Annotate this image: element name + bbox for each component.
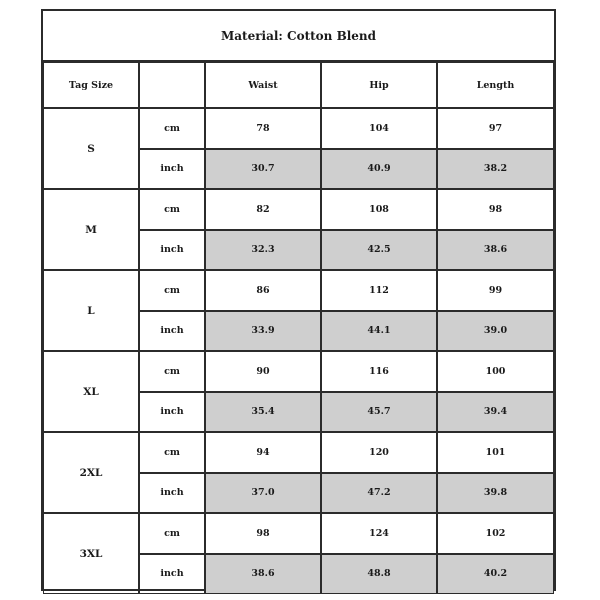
header-unit [139,62,205,108]
waist-value: 38.6 [205,554,321,595]
header-waist: Waist [205,62,321,108]
length-value: 101 [437,432,554,473]
hip-value: 120 [321,432,437,473]
waist-value: 94 [205,432,321,473]
unit-label: cm [139,351,205,392]
hip-value: 45.7 [321,392,437,433]
size-label: S [43,108,139,189]
unit-label: cm [139,513,205,554]
length-value: 98 [437,189,554,230]
header-tag-size: Tag Size [43,62,139,108]
length-value: 99 [437,270,554,311]
waist-value: 32.3 [205,230,321,271]
size-label: XL [43,351,139,432]
size-label: L [43,270,139,351]
size-chart [41,9,556,591]
chart-title: Material: Cotton Blend [43,11,554,62]
size-label: 2XL [43,432,139,513]
unit-label: inch [139,311,205,352]
waist-value: 90 [205,351,321,392]
waist-value: 35.4 [205,392,321,433]
unit-label: inch [139,149,205,190]
hip-value: 116 [321,351,437,392]
unit-label: inch [139,473,205,514]
length-value: 97 [437,108,554,149]
unit-label: inch [139,230,205,271]
hip-value: 104 [321,108,437,149]
size-label: M [43,189,139,270]
unit-label: cm [139,270,205,311]
unit-label: inch [139,554,205,595]
length-value: 38.2 [437,149,554,190]
hip-value: 48.8 [321,554,437,595]
header-length: Length [437,62,554,108]
waist-value: 82 [205,189,321,230]
hip-value: 112 [321,270,437,311]
hip-value: 40.9 [321,149,437,190]
waist-value: 78 [205,108,321,149]
length-value: 100 [437,351,554,392]
size-label: 3XL [43,513,139,594]
length-value: 40.2 [437,554,554,595]
waist-value: 98 [205,513,321,554]
hip-value: 44.1 [321,311,437,352]
hip-value: 124 [321,513,437,554]
unit-label: cm [139,432,205,473]
length-value: 38.6 [437,230,554,271]
waist-value: 30.7 [205,149,321,190]
hip-value: 47.2 [321,473,437,514]
length-value: 39.4 [437,392,554,433]
unit-label: cm [139,189,205,230]
hip-value: 42.5 [321,230,437,271]
waist-value: 37.0 [205,473,321,514]
waist-value: 86 [205,270,321,311]
length-value: 102 [437,513,554,554]
unit-label: cm [139,108,205,149]
length-value: 39.8 [437,473,554,514]
length-value: 39.0 [437,311,554,352]
waist-value: 33.9 [205,311,321,352]
hip-value: 108 [321,189,437,230]
header-hip: Hip [321,62,437,108]
unit-label: inch [139,392,205,433]
